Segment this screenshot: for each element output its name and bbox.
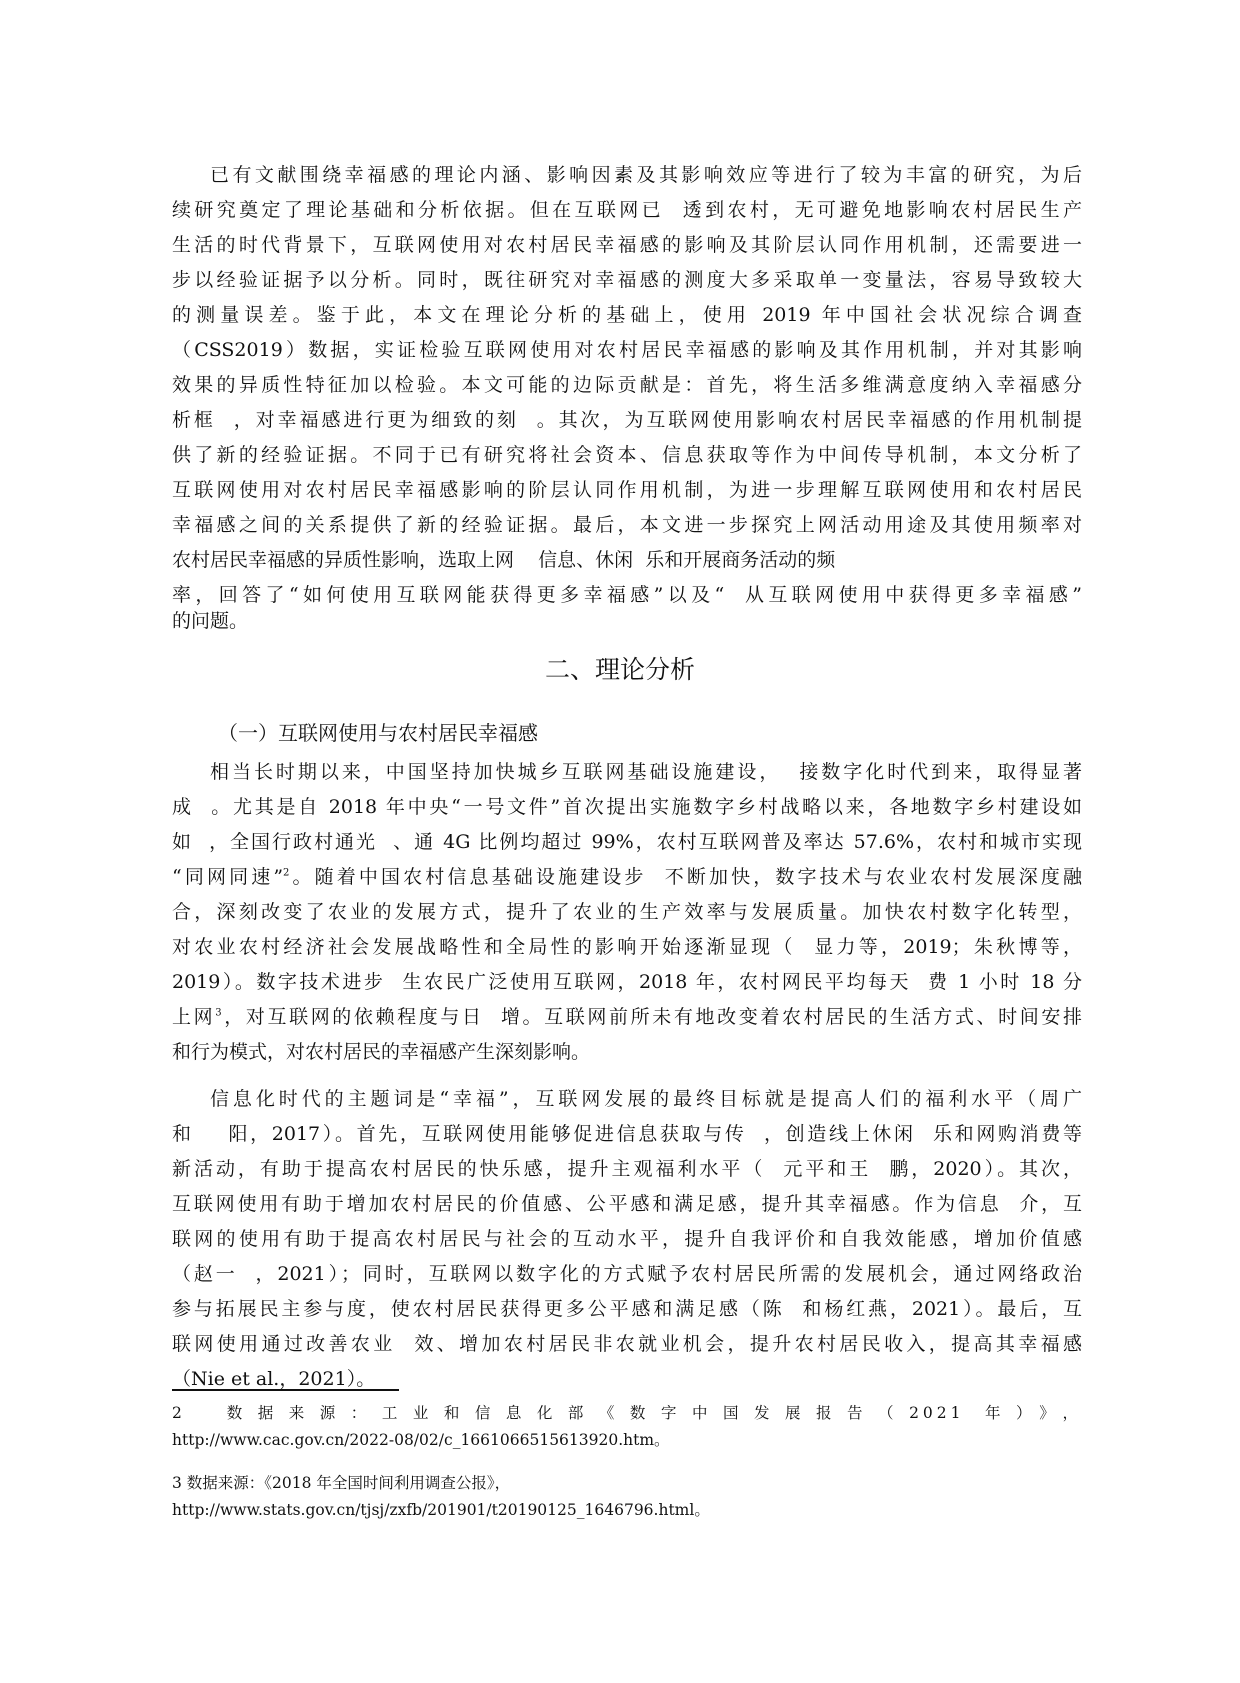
text-line: （赵一 ，2021）；同时，互联网以数字化的方式赋予农村居民所需的发展机会，通过网络政治 [172, 1263, 1082, 1285]
text-line: 和 阳，2017）。首先，互联网使用能够促进信息获取与传 ，创造线上休闲 乐和网购消费等 [172, 1123, 1082, 1145]
footnote-3 [172, 1470, 1082, 1524]
text-line: 互联网使用有助于增加农村居民的价值感、公平感和满足感，提升其幸福感。作为信息 介，互 [172, 1193, 1082, 1215]
paragraph-internet-infrastructure [172, 755, 1082, 1070]
text-line: 幸福感之间的关系提供了新的经验证据。最后，本文进一步探究上网活动用途及其使用频率对 [172, 514, 1082, 536]
text-line: 互联网使用对农村居民幸福感影响的阶层认同作用机制，为进一步理解互联网使用和农村居民 [172, 479, 1082, 501]
paragraph-happiness-theme [172, 1082, 1082, 1397]
footnote-link[interactable]: http://www.cac.gov.cn/2022-08/02/c_1661066515613920.htm。 [172, 1431, 670, 1449]
text-segment: 上网 [172, 1006, 216, 1028]
text-line: 和行为模式，对农村居民的幸福感产生深刻影响。 [172, 1041, 591, 1063]
text-line: 信息化时代的主题词是“幸福”，互联网发展的最终目标就是提高人们的福利水平（周广 [210, 1088, 1082, 1110]
text-line: （Nie et al.，2021）。 [172, 1368, 376, 1390]
text-line: 合，深刻改变了农业的发展方式，提升了农业的生产效率与发展质量。加快农村数字化转型， [172, 901, 1082, 923]
text-line: 续研究奠定了理论基础和分析依据。但在互联网已 透到农村，无可避免地影响农村居民生产 [172, 199, 1082, 221]
text-line: 的问题。 [172, 610, 249, 632]
text-line: 率，回答了“如何使用互联网能获得更多幸福感”以及“ 从互联网使用中获得更多幸福感” [172, 584, 1082, 606]
footnote-divider [172, 1389, 399, 1391]
text-line: 的测量误差。鉴于此，本文在理论分析的基础上，使用 2019 年中国社会状况综合调查 [172, 304, 1082, 326]
text-line: 生活的时代背景下，互联网使用对农村居民幸福感的影响及其阶层认同作用机制，还需要进一 [172, 234, 1082, 256]
footnote-2 [172, 1400, 1082, 1454]
footnote-ref-2[interactable]: 2 [283, 867, 290, 879]
text-line: 对农业农村经济社会发展战略性和全局性的影响开始逐渐显现（ 显力等，2019；朱秋博等， [172, 936, 1082, 958]
footnote-text: 2 数据来源：工业和信息化部《数字中国发展报告（2021 年）》， [172, 1404, 1082, 1422]
text-segment: 。随着中国农村信息基础设施建设步 不断加快，数字技术与农业农村发展深度融 [289, 866, 1082, 888]
section-title: 二、理论分析 [544, 655, 695, 684]
text-segment: ，对互联网的依赖程度与日 增。互联网前所未有地改变着农村居民的生活方式、时间安排 [221, 1006, 1082, 1028]
text-segment: “同网同速” [172, 866, 284, 888]
text-line: 成 。尤其是自 2018 年中央“一号文件”首次提出实施数字乡村战略以来，各地数字乡村建设如 [172, 796, 1082, 818]
footnote-ref-3[interactable]: 3 [215, 1007, 222, 1019]
text-line: 参与拓展民主参与度，使农村居民获得更多公平感和满足感（陈 和杨红燕，2021）。最后，互 [172, 1298, 1082, 1320]
text-line: 2019）。数字技术进步 生农民广泛使用互联网，2018 年，农村网民平均每天 费 1 小时 18 分 [172, 971, 1082, 993]
footnote-text: 3 数据来源：《2018 年全国时间利用调查公报》， [172, 1474, 511, 1492]
footnote-link[interactable]: http://www.stats.gov.cn/tjsj/zxfb/201901/t20190125_1646796.html。 [172, 1501, 710, 1519]
text-line: 析框 ，对幸福感进行更为细致的刻 。其次，为互联网使用影响农村居民幸福感的作用机制提 [172, 409, 1082, 431]
text-line: 相当长时期以来，中国坚持加快城乡互联网基础设施建设， 接数字化时代到来，取得显著 [210, 761, 1082, 783]
text-line: （CSS2019）数据，实证检验互联网使用对农村居民幸福感的影响及其作用机制，并对其影响 [172, 339, 1082, 361]
text-line [172, 860, 1082, 895]
text-line: 联网的使用有助于提高农村居民与社会的互动水平，提升自我评价和自我效能感，增加价值感 [172, 1228, 1082, 1250]
text-line: 如 ，全国行政村通光 、通 4G 比例均超过 99%，农村互联网普及率达 57.6%，农村和城市实现 [172, 831, 1082, 853]
text-line: 联网使用通过改善农业 效、增加农村居民非农就业机会，提升农村居民收入，提高其幸福感 [172, 1333, 1082, 1355]
text-line: 新活动，有助于提高农村居民的快乐感，提升主观福利水平（ 元平和王 鹏，2020）。其次， [172, 1158, 1082, 1180]
text-line: 已有文献围绕幸福感的理论内涵、影响因素及其影响效应等进行了较为丰富的研究，为后 [210, 164, 1082, 186]
text-line: 农村居民幸福感的异质性影响，选取上网 信息、休闲 乐和开展商务活动的频 [172, 549, 836, 571]
text-line: 供了新的经验证据。不同于已有研究将社会资本、信息获取等作为中间传导机制，本文分析了 [172, 444, 1082, 466]
text-line: 步以经验证据予以分析。同时，既往研究对幸福感的测度大多采取单一变量法，容易导致较大 [172, 269, 1082, 291]
text-line [172, 1000, 1082, 1035]
paragraph-intro-contributions [172, 158, 1082, 634]
subsection-title: （一）互联网使用与农村居民幸福感 [218, 721, 538, 745]
text-line: 效果的异质性特征加以检验。本文可能的边际贡献是：首先，将生活多维满意度纳入幸福感分 [172, 374, 1082, 396]
